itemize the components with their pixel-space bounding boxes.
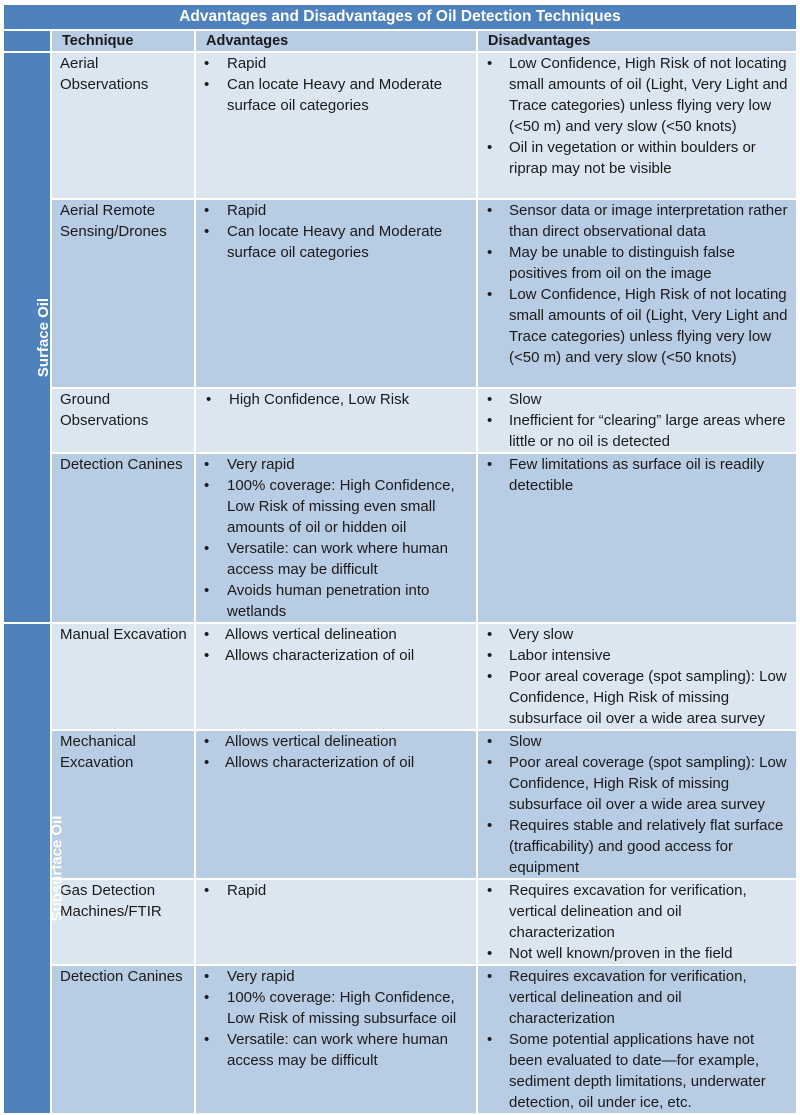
technique-cell: Aerial Remote Sensing/Drones [51, 199, 195, 388]
disadvantages-cell [477, 52, 797, 199]
list-item: • Allows characterization of oil [196, 752, 476, 773]
advantages-cell [195, 52, 477, 199]
list-item: • High Confidence, Low Risk [196, 389, 476, 410]
list-item: • Slow [478, 731, 796, 752]
advantages-cell [195, 879, 477, 965]
list-item: • Allows vertical delineation [196, 731, 476, 752]
advantages-cell [195, 730, 477, 879]
table-row [3, 388, 797, 453]
technique-cell: Detection Canines [51, 453, 195, 623]
list-item: • Allows characterization of oil [196, 645, 476, 666]
comparison-table-wrapper [2, 3, 796, 1115]
category-subsurface-oil [3, 623, 66, 1114]
advantages-cell [195, 965, 477, 1114]
technique-cell: Aerial Observations [51, 52, 195, 199]
list-item: • Requires excavation for verification, vertical delineation and oil characterization [478, 966, 796, 1029]
disadvantages-cell [477, 879, 797, 965]
list-item: • Slow [478, 389, 796, 410]
column-header-advantages: Advantages [195, 30, 477, 52]
list-item: • Can locate Heavy and Moderate surface oil categories [196, 221, 476, 263]
list-item: • Requires stable and relatively flat surface (trafficability) and good access for equipment [478, 815, 796, 878]
list-item: • Can locate Heavy and Moderate surface oil categories [196, 74, 476, 116]
list-item: • Rapid [196, 200, 476, 221]
list-item: • Requires excavation for verification, vertical delineation and oil characterization [478, 880, 796, 943]
list-item: • Rapid [196, 880, 476, 901]
category-label: Subsurface Oil [48, 815, 66, 921]
technique-cell: Detection Canines [51, 965, 195, 1114]
list-item: • Versatile: can work where human access may be difficult [196, 538, 476, 580]
technique-cell: Manual Excavation [51, 623, 195, 730]
list-item: • Oil in vegetation or within boulders or riprap may not be visible [478, 137, 796, 179]
disadvantages-cell [477, 388, 797, 453]
table-row [3, 623, 797, 730]
list-item: • 100% coverage: High Confidence, Low Risk of missing even small amounts of oil or hidden oil [196, 475, 476, 538]
list-item: • Very rapid [196, 966, 476, 987]
list-item: • Poor areal coverage (spot sampling): Low Confidence, High Risk of missing subsurface oil over a wide area survey [478, 666, 796, 729]
technique-cell: Mechanical Excavation [51, 730, 195, 879]
list-item: • Inefficient for “clearing” large areas where little or no oil is detected [478, 410, 796, 452]
table-row [3, 199, 797, 388]
table-row [3, 453, 797, 623]
list-item: • 100% coverage: High Confidence, Low Risk of missing subsurface oil [196, 987, 476, 1029]
list-item: • Labor intensive [478, 645, 796, 666]
disadvantages-cell [477, 199, 797, 388]
list-item: • Versatile: can work where human access may be difficult [196, 1029, 476, 1071]
list-item: • Avoids human penetration into wetlands [196, 580, 476, 622]
list-item: • Very slow [478, 624, 796, 645]
disadvantages-cell [477, 453, 797, 623]
comparison-table [2, 3, 798, 1115]
header-row [3, 30, 797, 52]
advantages-cell [195, 623, 477, 730]
list-item: • Low Confidence, High Risk of not locating small amounts of oil (Light, Very Light and Trace categories) unless flying very low (<50 m) and very slow (<50 knots) [478, 53, 796, 137]
advantages-cell [195, 388, 477, 453]
disadvantages-cell [477, 965, 797, 1114]
list-item: • May be unable to distinguish false positives from oil on the image [478, 242, 796, 284]
table-row [3, 965, 797, 1114]
table-row [3, 730, 797, 879]
disadvantages-cell [477, 623, 797, 730]
disadvantages-cell [477, 730, 797, 879]
table-title: Advantages and Disadvantages of Oil Detection Techniques [3, 4, 797, 30]
list-item: • Allows vertical delineation [196, 624, 476, 645]
list-item: • Not well known/proven in the field [478, 943, 796, 964]
list-item: • Low Confidence, High Risk of not locating small amounts of oil (Light, Very Light and Trace categories) unless flying very low (<50 m) and very slow (<50 knots) [478, 284, 796, 368]
category-header-cell [3, 30, 51, 52]
category-surface-oil [3, 52, 51, 623]
list-item: • Poor areal coverage (spot sampling): Low Confidence, High Risk of missing subsurface oil over a wide area survey [478, 752, 796, 815]
list-item: • Some potential applications have not been evaluated to date—for example, sediment depth limitations, underwater detection, oil under ice, etc. [478, 1029, 796, 1113]
technique-cell: Ground Observations [51, 388, 195, 453]
list-item: • Few limitations as surface oil is readily detectible [478, 454, 796, 496]
column-header-technique: Technique [51, 30, 195, 52]
category-label: Surface Oil [35, 297, 53, 377]
list-item: • Rapid [196, 53, 476, 74]
table-row [3, 52, 797, 199]
advantages-cell [195, 199, 477, 388]
column-header-disadvantages: Disadvantages [477, 30, 797, 52]
table-row [3, 879, 797, 965]
list-item: • Very rapid [196, 454, 476, 475]
list-item: • Sensor data or image interpretation rather than direct observational data [478, 200, 796, 242]
advantages-cell [195, 453, 477, 623]
technique-cell: Gas Detection Machines/FTIR [51, 879, 195, 965]
